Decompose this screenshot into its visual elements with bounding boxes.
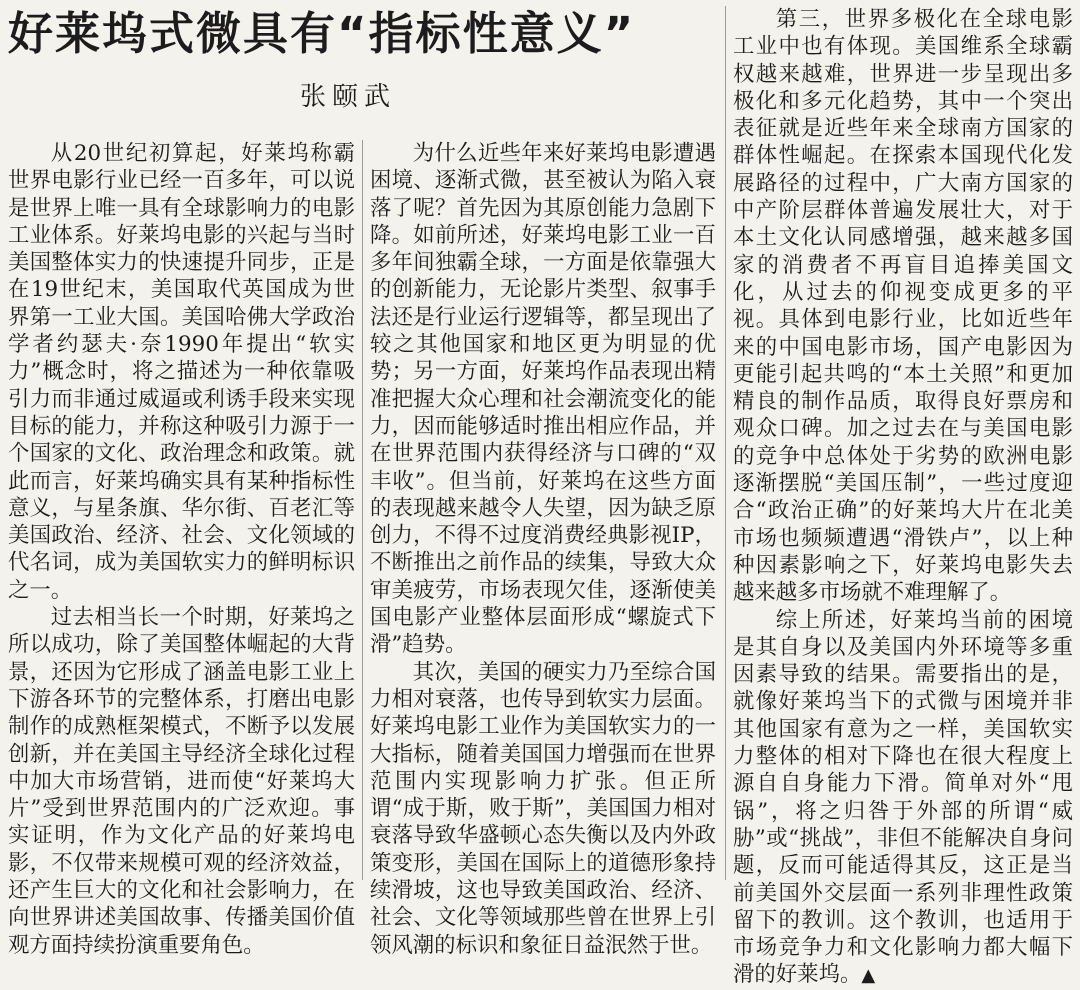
- paragraph: 从20世纪初算起，好莱坞称霸世界电影行业已经一百多年，可以说是世界上唯一具有全球影响力的电影工业体系。好莱坞电影的兴起与当时美国整体实力的快速提升同步，正是在19世纪末，美国取代英国成为世界第一工业大国。美国哈佛大学政治学者约瑟夫·奈1990年提出“软实力”概念时，将之描述为一种依靠吸引力而非通过威逼或利诱手段来实现目标的能力，并称这种吸引力源于一个国家的文化、政治理念和政策。就此而言，好莱坞确实具有某种指标性意义，与星条旗、华尔街、百老汇等美国政治、经济、社会、文化领域的代名词，成为美国软实力的鲜明标识之一。: [8, 141, 355, 603]
- paragraph: [733, 607, 1073, 990]
- paragraph-text: 综上所述，好莱坞当前的困境是其自身以及美国内外环境等多重因素导致的结果。需要指出的是，就像好莱坞当下的式微与困境并非其他国家有意为之一样，美国软实力整体的相对下降也在很大程度上源自自身能力下滑。简单对外“甩锅”，将之归咎于外部的所谓“威胁”或“挑战”，非但不能解决自身问题，反而可能适得其反，这正是当前美国外交层面一系列非理性政策留下的教训。这个教训，也适用于市场竞争力和文化影响力都大幅下滑的好莱坞。: [733, 607, 1073, 988]
- article-column-1: [8, 140, 355, 959]
- paragraph: 过去相当长一个时期，好莱坞之所以成功，除了美国整体崛起的大背景，还因为它形成了涵盖电影工业上下游各环节的完整体系，打磨出电影制作的成熟框架模式，不断予以发展创新，并在美国主导经济全球化过程中加大市场营销，进而使“好莱坞大片”受到世界范围内的广泛欢迎。事实证明，作为文化产品的好莱坞电影，不仅带来规模可观的经济效益，还产生巨大的文化和社会影响力，在向世界讲述美国故事、传播美国价值观方面持续扮演重要角色。: [8, 605, 355, 958]
- article-title: 好莱坞式微具有“指标性意义”: [8, 7, 636, 60]
- paragraph: 为什么近些年来好莱坞电影遭遇困境、逐渐式微，甚至被认为陷入衰落了呢？首先因为其原创能力急剧下降。如前所述，好莱坞电影工业一百多年间独霸全球，一方面是依靠强大的创新能力，无论影片类型、叙事手法还是行业运行逻辑等，都呈现出了较之其他国家和地区更为明显的优势；另一方面，好莱坞作品表现出精准把握大众心理和社会潮流变化的能力，因而能够适时推出相应作品，并在世界范围内获得经济与口碑的“双丰收”。但当前，好莱坞在这些方面的表现越来越令人失望，因为缺乏原创力，不得不过度消费经典影视IP，不断推出之前作品的续集，导致大众审美疲劳，市场表现欠佳，逐渐使美国电影产业整体层面形成“螺旋式下滑”趋势。: [370, 141, 716, 658]
- paragraph: 第三，世界多极化在全球电影工业中也有体现。美国维系全球霸权越来越难，世界进一步呈现出多极化和多元化趋势，其中一个突出表征就是近些年来全球南方国家的群体性崛起。在探索本国现代化发展路径的过程中，广大南方国家的中产阶层群体普遍发展壮大，对于本土文化认同感增强，越来越多国家的消费者不再盲目追捧美国文化，从过去的仰视变成更多的平视。具体到电影行业，比如近些年来的中国电影市场，国产电影因为更能引起共鸣的“本土关照”和更加精良的制作品质，取得良好票房和观众口碑。加之过去在与美国电影的竞争中总体处于劣势的欧洲电影逐渐摆脱“美国压制”，一些过度迎合“政治正确”的好莱坞大片在北美市场也频频遭遇“滑铁卢”，以上种种因素影响之下，好莱坞电影失去越来越多市场就不难理解了。: [733, 7, 1073, 606]
- column-divider: [362, 140, 363, 880]
- article-column-2: [370, 140, 716, 959]
- paragraph: 其次，美国的硬实力乃至综合国力相对衰落，也传导到软实力层面。好莱坞电影工业作为美国软实力的一大指标，随着美国国力增强而在世界范围内实现影响力扩张。但正所谓“成于斯，败于斯”，美国国力相对衰落导致华盛顿心态失衡以及内外政策变形，美国在国际上的道德形象持续滑坡，这也导致美国政治、经济、社会、文化等领域那些曾在世界上引领风潮的标识和象征日益泯然于世。: [370, 659, 716, 958]
- column-divider: [725, 6, 726, 880]
- author-byline: 张颐武: [300, 82, 397, 112]
- article-column-3: [733, 6, 1073, 990]
- end-mark-icon: ▲: [861, 965, 876, 987]
